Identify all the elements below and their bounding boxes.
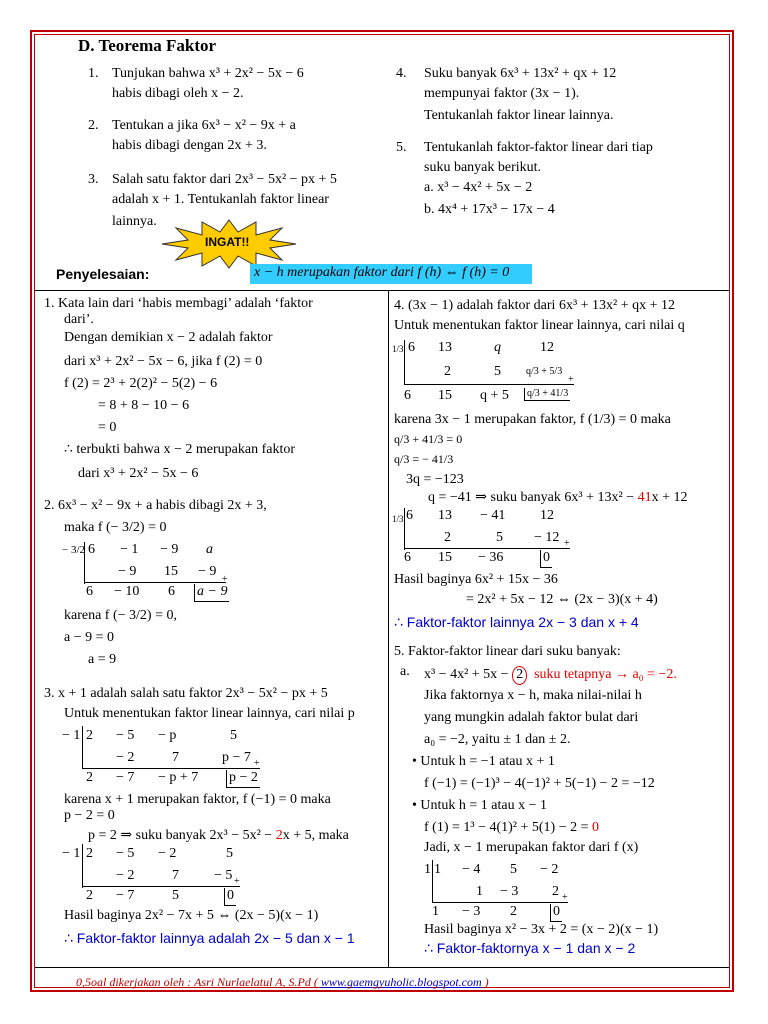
q3-line3: lainnya. xyxy=(112,214,157,229)
q2-line1: Tentukan a jika 6x³ − x² − 9x + a xyxy=(112,118,296,133)
s3-t1r3c2: − 7 xyxy=(116,770,135,785)
s2-r1c2: − 1 xyxy=(120,542,139,557)
s3-t2r2c2: − 2 xyxy=(116,868,135,883)
s5-r1c3: 5 xyxy=(510,862,517,877)
s5-a-expr: x³ − 4x² + 5x − 2 suku tetapnya → a₀ = −2. xyxy=(424,666,677,685)
s5-b1c: f (−1) = (−1)³ − 4(−1)² + 5(−1) − 2 = −12 xyxy=(424,776,655,791)
s5-l5: Jadi, x − 1 merupakan faktor dari f (x) xyxy=(424,840,639,855)
s4-l9: = 2x² + 5x − 12 ⇔ (2x − 3)(x + 4) xyxy=(466,592,658,607)
s5-b2: • Untuk h = 1 atau x − 1 xyxy=(412,798,548,813)
s5-l3: yang mungkin adalah faktor bulat dari xyxy=(424,710,639,725)
s4-t1r1c1: 6 xyxy=(408,340,415,355)
q1-line2: habis dibagi oleh x − 2. xyxy=(112,86,244,101)
q2-num: 2. xyxy=(88,118,99,133)
s5-div: 1 xyxy=(424,862,431,877)
s4-t1r1c2: 13 xyxy=(438,340,452,355)
s1-l6: = 8 + 8 − 10 − 6 xyxy=(98,398,190,413)
s3-t2r3c4: 0 xyxy=(224,888,236,906)
s3-t1r2c3: 7 xyxy=(172,750,179,765)
s4-t1r1c3: q xyxy=(494,340,501,355)
s1-l9: dari x³ + 2x² − 5x − 6 xyxy=(78,466,199,481)
q2-line2: habis dibagi dengan 2x + 3. xyxy=(112,138,267,153)
s3-t1r2c4: p − 7 xyxy=(222,750,251,765)
s4-t2r1c2: 13 xyxy=(438,508,452,523)
s2-l1: 2. 6x³ − x² − 9x + a habis dibagi 2x + 3, xyxy=(44,498,267,513)
s2-l2: maka f (− 3/2) = 0 xyxy=(64,520,167,535)
s3-t1r1c3: − p xyxy=(158,728,177,743)
s4-t2r2c4: − 12 xyxy=(534,530,560,545)
s4-l8: Hasil baginya 6x² + 15x − 36 xyxy=(394,572,558,587)
divider-bottom xyxy=(35,967,729,968)
s4-l1: 4. (3x − 1) adalah faktor dari 6x³ + 13x² + qx + 12 xyxy=(394,298,676,313)
q4-line1: Suku banyak 6x³ + 13x² + qx + 12 xyxy=(424,66,617,81)
s4-t2r3c4: 0 xyxy=(540,550,552,568)
s5-r2c2: 1 xyxy=(476,884,483,899)
s3-t2r2c3: 7 xyxy=(172,868,179,883)
s4-l7: q = −41 ⇒ suku banyak 6x³ + 13x² − 41x + 12 xyxy=(428,490,688,505)
s2-r2c3: 15 xyxy=(164,564,178,579)
q1-num: 1. xyxy=(88,66,99,81)
s3-t2r3c1: 2 xyxy=(86,888,93,903)
s3-t1r1c4: 5 xyxy=(230,728,237,743)
s2-r3c1: 6 xyxy=(86,584,93,599)
s4-t1r3c3: q + 5 xyxy=(480,388,509,403)
s4-t1r2c4: q/3 + 5/3 xyxy=(526,366,563,377)
q3-num: 3. xyxy=(88,172,99,187)
s3-t1r2c2: − 2 xyxy=(116,750,135,765)
s1-l5: f (2) = 2³ + 2(2)² − 5(2) − 6 xyxy=(64,376,218,391)
s1-l8: ∴ terbukti bahwa x − 2 merupakan faktor xyxy=(64,442,296,457)
section-title: D. Teorema Faktor xyxy=(78,36,217,55)
s5-r3c4: 0 xyxy=(550,904,562,922)
s5-l6: Hasil baginya x² − 3x + 2 = (x − 2)(x − 1) xyxy=(424,922,659,937)
s3-div2: − 1 xyxy=(62,846,81,861)
s4-t1r3c4: q/3 + 41/3 xyxy=(524,388,570,401)
s2-r2c4: − 9 xyxy=(198,564,217,579)
s4-t1r2c3: 5 xyxy=(494,364,501,379)
s4-t2r3c3: − 36 xyxy=(478,550,504,565)
s4-t2r2c3: 5 xyxy=(496,530,503,545)
s3-t2r3c3: 5 xyxy=(172,888,179,903)
q5-line2: suku banyak berikut. xyxy=(424,160,542,175)
s2-r3c2: − 10 xyxy=(114,584,140,599)
s2-r3c3: 6 xyxy=(168,584,175,599)
s4-t2r2c2: 2 xyxy=(444,530,451,545)
s5-r2c4: 2 xyxy=(552,884,559,899)
s4-div2: 1/3 xyxy=(392,514,404,524)
q5-line1: Tentukanlah faktor-faktor linear dari tiap xyxy=(424,140,653,155)
q5-b: b. 4x⁴ + 17x³ − 17x − 4 xyxy=(424,202,555,217)
s2-r1c3: − 9 xyxy=(160,542,179,557)
s2-r3c4: a − 9 xyxy=(194,584,229,602)
s5-r1c2: − 4 xyxy=(462,862,481,877)
q4-line2: mempunyai faktor (3x − 1). xyxy=(424,86,580,101)
s4-t2r1c1: 6 xyxy=(406,508,413,523)
s2-r1c4: a xyxy=(206,542,213,557)
s1-l7: = 0 xyxy=(98,420,117,435)
s3-div1: − 1 xyxy=(62,728,81,743)
s4-t2r3c1: 6 xyxy=(404,550,411,565)
s1-l1: 1. Kata lain dari ‘habis membagi’ adalah ‘faktor xyxy=(44,296,313,311)
s4-t2r3c2: 15 xyxy=(438,550,452,565)
s3-l6: Hasil baginya 2x² − 7x + 5 ⇔ (2x − 5)(x − 1) xyxy=(64,908,319,923)
s5-r3c1: 1 xyxy=(432,904,439,919)
s4-l5: q/3 = − 41/3 xyxy=(394,452,454,466)
s2-r1c1: 6 xyxy=(88,542,95,557)
s4-l3: karena 3x − 1 merupakan faktor, f (1/3) = 0 maka xyxy=(394,412,671,427)
s2-divisor: − 3/2 xyxy=(62,544,86,556)
s4-t1r1c4: 12 xyxy=(540,340,554,355)
q5-num: 5. xyxy=(396,140,407,155)
footer-link[interactable]: www.gaemgyuholic.blogspot.com xyxy=(320,975,482,989)
s4-l10: ∴ Faktor-faktor lainnya 2x − 3 dan x + 4 xyxy=(394,614,639,630)
s5-r2c3: − 3 xyxy=(500,884,519,899)
s4-l4: q/3 + 41/3 = 0 xyxy=(394,432,463,446)
s4-t1r3c2: 15 xyxy=(438,388,452,403)
s5-l1: 5. Faktor-faktor linear dari suku banyak: xyxy=(394,644,621,659)
s5-a-label: a. xyxy=(400,664,410,679)
s5-r3c3: 2 xyxy=(510,904,517,919)
s3-t1r3c4: p − 2 xyxy=(226,770,260,788)
q3-line2: adalah x + 1. Tentukanlah faktor linear xyxy=(112,192,329,207)
s3-t2r1c3: − 2 xyxy=(158,846,177,861)
s3-l1: 3. x + 1 adalah salah satu faktor 2x³ − 5x² − px + 5 xyxy=(44,686,328,701)
s1-l4: dari x³ + 2x² − 5x − 6, jika f (2) = 0 xyxy=(64,354,263,369)
s4-l6: 3q = −123 xyxy=(406,472,464,487)
s5-r1c4: − 2 xyxy=(540,862,559,877)
s3-t2r1c2: − 5 xyxy=(116,846,135,861)
rule-text: x − h merupakan faktor dari f (h) ⇔ f (h) = 0 xyxy=(254,265,510,280)
s3-t1r3c1: 2 xyxy=(86,770,93,785)
s3-l4: p − 2 = 0 xyxy=(64,808,115,823)
q5-a: a. x³ − 4x² + 5x − 2 xyxy=(424,180,533,195)
s4-l2: Untuk menentukan faktor linear lainnya, cari nilai q xyxy=(394,318,685,333)
s3-l7: ∴ Faktor-faktor lainnya adalah 2x − 5 dan x − 1 xyxy=(64,930,355,946)
s3-t1r3c3: − p + 7 xyxy=(158,770,199,785)
s5-b2c: f (1) = 1³ − 4(1)² + 5(1) − 2 = 0 xyxy=(424,820,600,835)
s5-r1c1: 1 xyxy=(434,862,441,877)
s2-l3: karena f (− 3/2) = 0, xyxy=(64,608,177,623)
s4-t1r2c2: 2 xyxy=(444,364,451,379)
divider-top xyxy=(35,290,729,291)
q3-line1: Salah satu faktor dari 2x³ − 5x² − px + 5 xyxy=(112,172,337,187)
s4-t2r1c4: 12 xyxy=(540,508,554,523)
s3-t2r2c4: − 5 xyxy=(214,868,233,883)
s3-l5: p = 2 ⇒ suku banyak 2x³ − 5x² − 2x + 5, maka xyxy=(88,828,349,843)
ingat-label: INGAT!! xyxy=(205,235,250,249)
s3-t2r3c2: − 7 xyxy=(116,888,135,903)
s5-r3c2: − 3 xyxy=(462,904,481,919)
q1-line1: Tunjukan bahwa x³ + 2x² − 5x − 6 xyxy=(112,66,304,81)
s2-l5: a = 9 xyxy=(88,652,117,667)
footer-credit: 0,5oal dikerjakan oleh : Asri Nurlaelatul A, S.Pd ( www.gaemgyuholic.blogspot.com ) xyxy=(76,975,489,989)
penyelesaian-label: Penyelesaian: xyxy=(56,266,150,282)
s4-div1: 1/3 xyxy=(392,344,404,354)
s5-l4: a₀ = −2, yaitu ± 1 dan ± 2. xyxy=(424,732,571,747)
s1-l3: Dengan demikian x − 2 adalah faktor xyxy=(64,330,273,345)
s3-t2r1c4: 5 xyxy=(226,846,233,861)
s4-t2r1c3: − 41 xyxy=(480,508,506,523)
s5-b1: • Untuk h = −1 atau x + 1 xyxy=(412,754,555,769)
s5-l2: Jika faktornya x − h, maka nilai-nilai h xyxy=(424,688,642,703)
s3-t1r1c2: − 5 xyxy=(116,728,135,743)
s2-l4: a − 9 = 0 xyxy=(64,630,115,645)
q4-num: 4. xyxy=(396,66,407,81)
s2-r2c2: − 9 xyxy=(118,564,137,579)
s3-t1r1c1: 2 xyxy=(86,728,93,743)
s3-l3: karena x + 1 merupakan faktor, f (−1) = 0 maka xyxy=(64,792,331,807)
divider-middle xyxy=(388,291,389,967)
s1-l2: dari’. xyxy=(64,312,94,327)
s3-l2: Untuk menentukan faktor linear lainnya, cari nilai p xyxy=(64,706,355,721)
s3-t2r1c1: 2 xyxy=(86,846,93,861)
s5-l7: ∴ Faktor-faktornya x − 1 dan x − 2 xyxy=(424,940,636,956)
q4-line3: Tentukanlah faktor linear lainnya. xyxy=(424,108,614,123)
s4-t1r3c1: 6 xyxy=(404,388,411,403)
s5-circled-constant: 2 xyxy=(512,666,527,685)
